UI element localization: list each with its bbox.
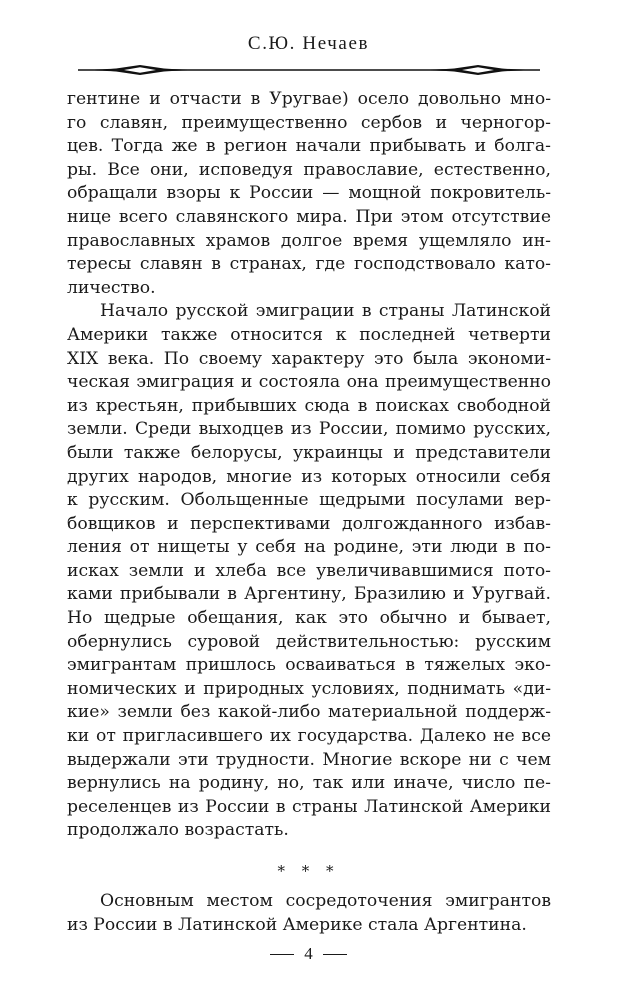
text-line: других народов, многие из которых относили себя [67, 466, 551, 487]
paragraph-3 [67, 890, 551, 937]
text-line: земли. Среди выходцев из России, помимо русских, [67, 419, 551, 440]
text-line: из крестьян, прибывших сюда в поисках свободной [67, 395, 551, 416]
running-head-author: С.Ю. Нечаев [247, 33, 370, 54]
text-line: Основным местом сосредоточения эмигрантов [100, 891, 551, 911]
text-line: из России в Латинской Америке стала Аргентина. [67, 914, 527, 935]
body-text-after-break [67, 890, 551, 937]
text-line: нице всего славянского мира. При этом отсутствие [67, 206, 551, 227]
text-line: бовщиков и перспективами долгожданного избав- [67, 513, 551, 534]
page-number-footer [0, 944, 617, 964]
text-line: гентине и отчасти в Уругвае) осело довольно мно- [67, 89, 551, 109]
text-line: кие» земли без какой-либо материальной поддерж- [67, 702, 551, 723]
text-line: личество. [67, 277, 156, 298]
text-line: ческая эмиграция и состояла она преимущественно [67, 372, 551, 393]
text-line: XIX века. По своему характеру это была экономи- [67, 348, 551, 369]
text-line: исках земли и хлеба все увеличивавшимися пото- [67, 560, 551, 581]
text-line: ления от нищеты у себя на родине, эти люди в по- [67, 537, 551, 558]
text-line: обращали взоры к России — мощной покровитель- [67, 183, 551, 204]
text-line: го славян, преимущественно сербов и черногор- [67, 112, 551, 133]
text-line: продолжало возрастать. [67, 820, 289, 841]
text-line: номических и природных условиях, поднимать «ди- [67, 678, 551, 699]
text-line: Америки также относится к последней четверти [67, 324, 551, 345]
section-break-asterisks: * * * [277, 862, 340, 880]
text-line: обернулись суровой действительностью: русским [67, 631, 551, 652]
page-number: 4 [304, 944, 313, 963]
text-line: православных храмов долгое время ущемляло ин- [67, 230, 551, 251]
text-line: выдержали эти трудности. Многие вскоре ни с чем [67, 749, 551, 770]
folio-dash-right [323, 954, 347, 955]
text-line: Начало русской эмиграции в страны Латинской [100, 301, 551, 322]
text-line: Но щедрые обещания, как это обычно и бывает, [67, 608, 551, 629]
text-line: ки от пригласившего их государства. Далеко не все [67, 726, 551, 747]
text-line: ками прибывали в Аргентину, Бразилию и Уругвай. [67, 584, 551, 605]
text-line: ры. Все они, исповедуя православие, естественно, [67, 159, 551, 180]
header-ornament-rule [78, 60, 540, 80]
text-line: цев. Тогда же в регион начали прибывать и болга- [67, 136, 551, 157]
text-line: к русским. Обольщенные щедрыми посулами вер- [67, 490, 551, 511]
folio-dash-left [270, 954, 294, 955]
text-line: тересы славян в странах, где господствовало като- [67, 254, 551, 275]
text-line: вернулись на родину, но, так или иначе, число пе- [67, 773, 551, 794]
text-line: были также белорусы, украинцы и представители [67, 442, 551, 463]
text-line: реселенцев из России в страны Латинской Америки [67, 796, 551, 817]
body-text-main [67, 88, 551, 843]
text-line: эмигрантам пришлось осваиваться в тяжелых эко- [67, 655, 551, 676]
paragraph-2 [67, 300, 551, 843]
paragraph-1 [67, 88, 551, 300]
